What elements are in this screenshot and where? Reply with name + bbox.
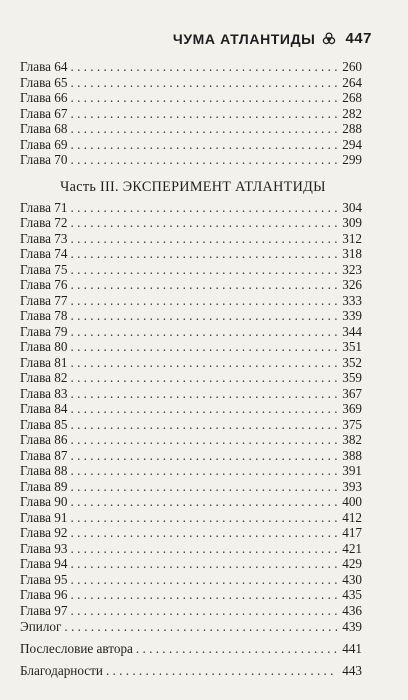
dot-leader: [70, 448, 337, 464]
dot-leader: [70, 370, 337, 386]
dot-leader: [70, 90, 337, 106]
toc-entry-label: Глава 66: [20, 90, 68, 105]
toc-entry-page: 435: [342, 587, 362, 602]
dot-leader: [136, 640, 337, 657]
toc-entry-page: 443: [342, 663, 362, 678]
toc-chapter-row: [20, 308, 362, 324]
dot-leader: [70, 541, 337, 557]
page-number: 447: [345, 30, 372, 47]
toc-chapter-row: [20, 510, 362, 526]
toc-entry-label: Глава 88: [20, 463, 68, 478]
dot-leader: [70, 200, 337, 216]
dot-leader: [70, 463, 337, 479]
dot-leader: [70, 386, 337, 402]
dot-leader: [64, 618, 337, 635]
toc-chapter-row: [20, 556, 362, 572]
toc-entry-page: 439: [342, 619, 362, 634]
toc-entry-label: Глава 89: [20, 478, 68, 494]
toc-entry-page: 436: [342, 602, 362, 618]
toc-entry-page: 282: [342, 105, 362, 121]
toc-entry-label: Глава 87: [20, 447, 68, 463]
toc-entry-page: 339: [342, 308, 362, 323]
dot-leader: [70, 215, 337, 231]
toc-entry-label: Эпилог: [20, 619, 62, 634]
toc-entry-page: 344: [342, 323, 362, 339]
toc-entry-label: Глава 74: [20, 246, 68, 261]
dot-leader: [70, 293, 337, 309]
toc-chapter-row: [20, 355, 362, 371]
dot-leader: [70, 603, 337, 619]
dot-leader: [70, 417, 337, 433]
toc-chapter-row: [20, 479, 362, 495]
toc-entry-page: 294: [342, 136, 362, 152]
toc-entry-label: Глава 90: [20, 494, 68, 509]
toc-entry-label: Глава 82: [20, 370, 68, 385]
toc-back-matter: [20, 618, 362, 679]
toc-chapter-row: [20, 494, 362, 510]
dot-leader: [70, 152, 337, 168]
dot-leader: [106, 662, 337, 679]
toc-entry-page: 318: [342, 246, 362, 261]
dot-leader: [70, 231, 337, 247]
toc-chapter-row: [20, 262, 362, 278]
toc-entry-page: 323: [342, 261, 362, 277]
toc-chapter-row: [20, 121, 362, 137]
toc-chapter-row: [20, 152, 362, 168]
dot-leader: [70, 479, 337, 495]
toc-entry-label: Глава 70: [20, 152, 68, 167]
toc-chapter-row: [20, 463, 362, 479]
dot-leader: [70, 277, 337, 293]
toc-entry-page: 388: [342, 447, 362, 463]
table-of-contents: [20, 59, 362, 679]
toc-chapter-row: [20, 432, 362, 448]
toc-back-matter-row: [20, 618, 362, 635]
toc-chapter-row: [20, 200, 362, 216]
toc-entry-page: 312: [342, 230, 362, 246]
toc-chapter-row: [20, 541, 362, 557]
dot-leader: [70, 494, 337, 510]
toc-chapter-row: [20, 386, 362, 402]
toc-entry-label: Глава 72: [20, 215, 68, 230]
toc-chapter-row: [20, 401, 362, 417]
toc-entry-page: 382: [342, 432, 362, 447]
toc-entry-page: 367: [342, 385, 362, 401]
toc-chapter-row: [20, 525, 362, 541]
toc-chapter-row: [20, 339, 362, 355]
toc-entry-page: 333: [342, 292, 362, 308]
dot-leader: [70, 121, 337, 137]
toc-entry-page: 441: [342, 641, 362, 656]
toc-back-matter-row: [20, 640, 362, 657]
toc-chapter-row: [20, 417, 362, 433]
toc-entry-page: 326: [342, 277, 362, 292]
dot-leader: [70, 262, 337, 278]
toc-entry-page: 400: [342, 494, 362, 509]
toc-entry-label: Глава 91: [20, 509, 68, 525]
dot-leader: [70, 75, 337, 91]
dot-leader: [70, 106, 337, 122]
toc-entry-page: 304: [342, 199, 362, 215]
toc-chapter-row: [20, 137, 362, 153]
dot-leader: [70, 339, 337, 355]
toc-chapter-row: [20, 90, 362, 106]
dot-leader: [70, 355, 337, 371]
toc-entry-page: 299: [342, 152, 362, 167]
toc-chapter-row: [20, 603, 362, 619]
toc-entry-label: Благодарности: [20, 663, 103, 678]
toc-chapter-row: [20, 277, 362, 293]
toc-entry-page: 352: [342, 354, 362, 370]
toc-chapters-before-part: [20, 59, 362, 168]
toc-chapter-row: [20, 448, 362, 464]
toc-chapter-row: [20, 75, 362, 91]
toc-entry-label: Глава 77: [20, 292, 68, 308]
running-head: [173, 30, 372, 47]
toc-entry-label: Глава 95: [20, 571, 68, 587]
toc-entry-page: 359: [342, 370, 362, 385]
toc-chapter-row: [20, 215, 362, 231]
toc-part-chapters: [20, 200, 362, 619]
toc-entry-label: Глава 73: [20, 230, 68, 246]
toc-entry-label: Глава 83: [20, 385, 68, 401]
toc-chapter-row: [20, 587, 362, 603]
dot-leader: [70, 572, 337, 588]
toc-entry-label: Глава 79: [20, 323, 68, 339]
toc-entry-page: 309: [342, 215, 362, 230]
toc-entry-page: 412: [342, 509, 362, 525]
toc-entry-label: Глава 64: [20, 59, 68, 74]
dot-leader: [70, 525, 337, 541]
toc-entry-label: Глава 80: [20, 339, 68, 354]
toc-entry-page: 421: [342, 540, 362, 556]
toc-chapter-row: [20, 59, 362, 75]
dot-leader: [70, 137, 337, 153]
dot-leader: [70, 59, 337, 75]
toc-entry-page: 430: [342, 571, 362, 587]
toc-entry-page: 369: [342, 401, 362, 416]
dot-leader: [70, 324, 337, 340]
biohazard-icon: [321, 31, 337, 47]
toc-entry-label: Глава 92: [20, 525, 68, 540]
toc-entry-label: Глава 69: [20, 136, 68, 152]
toc-entry-label: Глава 78: [20, 308, 68, 323]
dot-leader: [70, 587, 337, 603]
toc-entry-page: 268: [342, 90, 362, 105]
toc-entry-page: 375: [342, 416, 362, 432]
toc-entry-label: Глава 93: [20, 540, 68, 556]
toc-chapter-row: [20, 106, 362, 122]
toc-entry-label: Глава 65: [20, 74, 68, 90]
toc-chapter-row: [20, 572, 362, 588]
dot-leader: [70, 401, 337, 417]
toc-chapter-row: [20, 231, 362, 247]
toc-entry-label: Глава 94: [20, 556, 68, 571]
toc-chapter-row: [20, 246, 362, 262]
book-title: ЧУМА АТЛАНТИДЫ: [172, 30, 316, 47]
part-heading: Часть III. ЭКСПЕРИМЕНТ АТЛАНТИДЫ: [60, 178, 326, 195]
toc-entry-label: Глава 84: [20, 401, 68, 416]
toc-entry-page: 351: [342, 339, 362, 354]
toc-entry-label: Глава 76: [20, 277, 68, 292]
toc-chapter-row: [20, 293, 362, 309]
toc-entry-page: 391: [342, 463, 362, 478]
toc-entry-label: Глава 85: [20, 416, 68, 432]
toc-chapter-row: [20, 324, 362, 340]
toc-back-matter-row: [20, 662, 362, 679]
dot-leader: [70, 308, 337, 324]
toc-entry-label: Глава 68: [20, 121, 68, 136]
toc-entry-label: Глава 96: [20, 587, 68, 602]
toc-entry-label: Глава 81: [20, 354, 68, 370]
toc-chapter-row: [20, 370, 362, 386]
toc-entry-page: 288: [342, 121, 362, 136]
toc-entry-label: Послесловие автора: [20, 641, 133, 656]
dot-leader: [70, 556, 337, 572]
toc-entry-page: 264: [342, 74, 362, 90]
toc-entry-label: Глава 71: [20, 199, 68, 215]
toc-entry-page: 393: [342, 478, 362, 494]
toc-entry-page: 260: [342, 59, 362, 74]
toc-entry-label: Глава 97: [20, 602, 68, 618]
dot-leader: [70, 432, 337, 448]
dot-leader: [70, 510, 337, 526]
toc-entry-label: Глава 86: [20, 432, 68, 447]
toc-entry-page: 417: [342, 525, 362, 540]
dot-leader: [70, 246, 337, 262]
toc-entry-page: 429: [342, 556, 362, 571]
toc-entry-label: Глава 75: [20, 261, 68, 277]
toc-entry-label: Глава 67: [20, 105, 68, 121]
